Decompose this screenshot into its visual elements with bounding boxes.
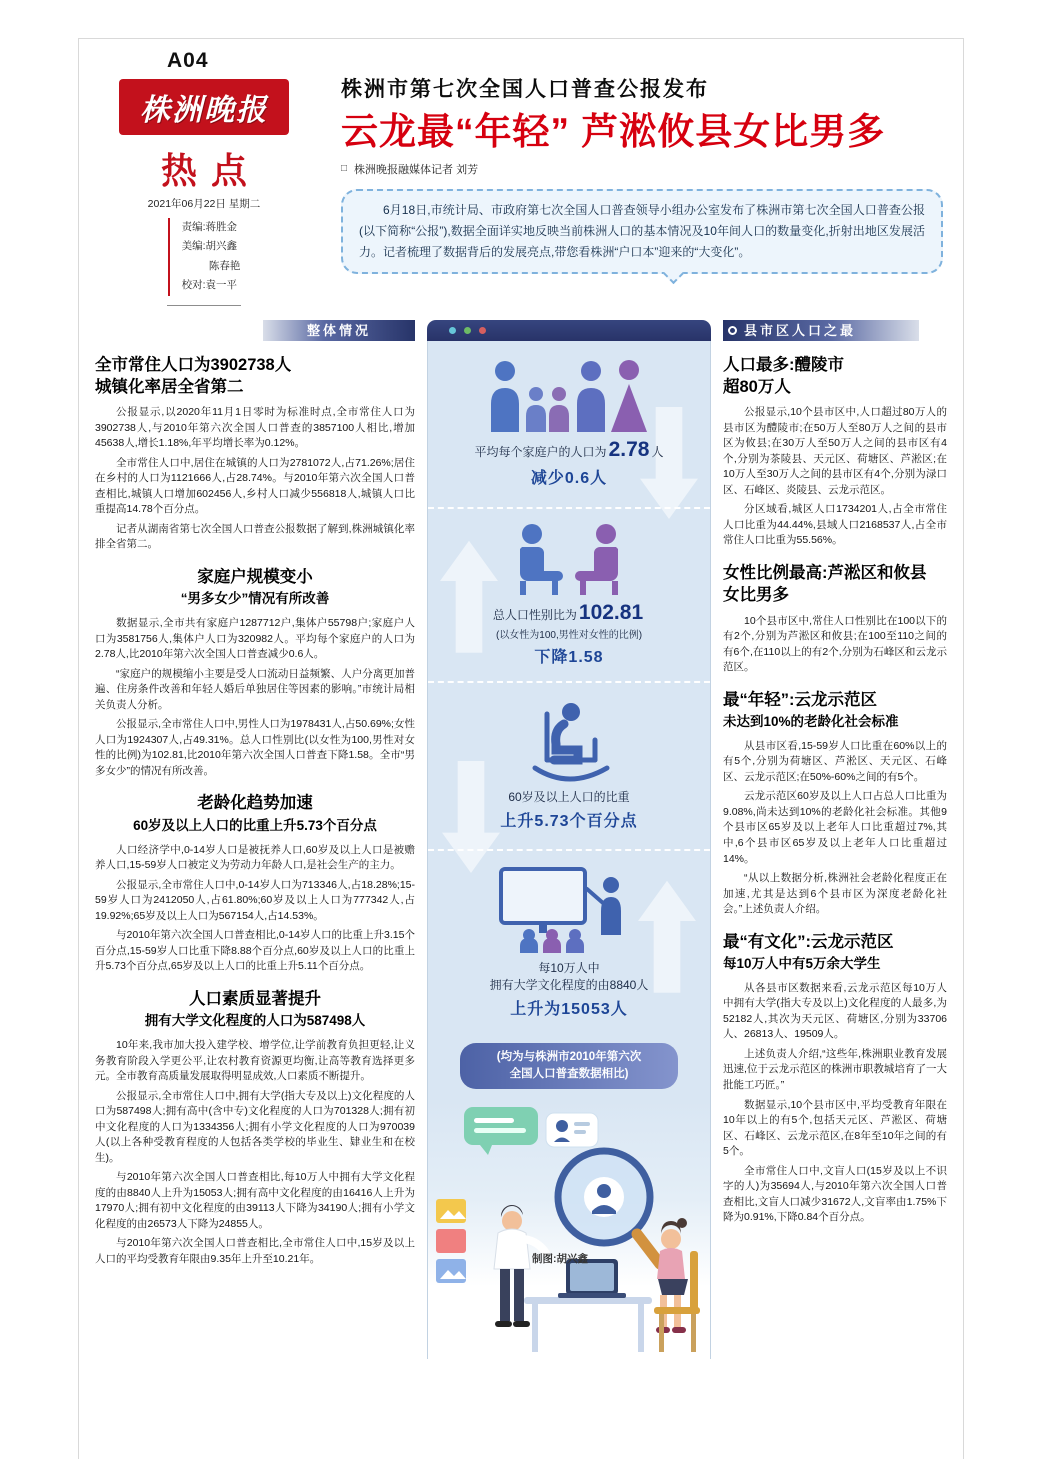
headline-block [313, 49, 947, 306]
page-frame [78, 38, 964, 1459]
section-subtitle: 拥有大学文化程度的人口为587498人 [144, 1013, 366, 1029]
section-heading [95, 354, 415, 399]
section-heading [723, 689, 947, 732]
education-blackboard-icon [489, 863, 649, 953]
stat-household-size [428, 341, 710, 509]
section-heading [723, 562, 947, 607]
section-subtitle: 女比男多 [723, 586, 789, 605]
headline-main: 云龙最“年轻” 芦淞攸县女比男多 [341, 111, 886, 152]
paragraph: 全市常住人口中,居住在城镇的人口为2781072人,占71.26%;居住在乡村的人口为1121666人,占28.74%。与2010年第六次全国人口普查相比,城镇人口增加602456人,乡村人口减少556818人,城镇人口比重提高14.78个百分点。 [95, 456, 415, 516]
section-subtitle: 未达到10%的老龄化社会标准 [723, 713, 899, 729]
paragraph: 公报显示,以2020年11月1日零时为标准时点,全市常住人口为3902738人,与2010年第六次全国人口普查的3857100人相比,增加45638人,增长1.18%,年平均增长率为0.12%。 [95, 406, 415, 450]
left-column [95, 320, 415, 1360]
banner-text: 县市区人口之最 [744, 322, 857, 338]
stat-text: 平均每个家庭户的人口为 [474, 444, 607, 459]
footnote-banner [460, 1043, 678, 1090]
section-most-population [723, 354, 947, 549]
credit-line-editor: 责编:蒋胜金 [181, 221, 238, 233]
section-subtitle: “男多女少”情况有所改善 [180, 591, 330, 607]
paragraph: 上述负责人介绍,“这些年,株洲职业教育发展迅速,位于云龙示范区的株洲市职教城培育了一大批能工巧匠。” [723, 1047, 947, 1091]
masthead-block [95, 49, 313, 306]
byline [341, 161, 943, 177]
banner-overall-situation: 整体情况 [263, 320, 415, 341]
credit-line-proofreader: 校对:袁一平 [181, 279, 238, 292]
window-dot-icon [449, 327, 456, 334]
paragraph: 公报显示,10个县市区中,人口超过80万人的县市区为醴陵市;在50万人至80万人之间的县市区为攸县;在30万人至50万人之间的县市区有4个,分别为茶陵县、天元区、荷塘区、芦淞区;在10万人至30万人之间的县市区有4个,分别为渌口区、石峰区、炎陵县、云龙示范区。 [723, 406, 947, 496]
window-dot-icon [464, 327, 471, 334]
stat-delta: 下降1.58 [534, 648, 604, 666]
paragraph: 人口经济学中,0-14岁人口是被抚养人口,60岁及以上人口是被赡养人口,15-59岁人口被定义为劳动力年龄人口,是社会生产的主力。 [95, 843, 415, 872]
stat-caption: 拥有大学文化程度的由8840人 [489, 977, 649, 992]
section-title: 女性比例最高:芦淞区和攸县 [723, 564, 927, 582]
credits-block [168, 218, 241, 296]
paragraph: 数据显示,10个县市区中,平均受教育年限在10年以上的有5个,包括天元区、芦淞区、荷塘区、石峰区、云龙示范区,在8年至10年之间的有5个。 [723, 1098, 947, 1158]
stat-number: 2.78 [608, 437, 650, 461]
section-title: 老龄化趋势加速 [197, 794, 313, 813]
stat-delta: 上升5.73个百分点 [500, 813, 638, 831]
stat-delta: 上升为15053人 [510, 1000, 628, 1018]
section-label: 热点 [160, 150, 261, 191]
paragraph: 全市常住人口中,文盲人口(15岁及以上不识字的人)为35694人,与2010年第六次全国人口普查相比,文盲人口减少31672人,文盲率由1.75%下降为0.91%,下降0.84个百分点。 [723, 1164, 947, 1224]
paragraph: 与2010年第六次全国人口普查相比,每10万人中拥有大学文化程度的由8840人上升为15053人;拥有高中文化程度的由16416人上升为17970人;拥有初中文化程度的由39113人下降为34190人;拥有小学文化程度的由26573人下降为24855人。 [95, 1171, 415, 1230]
analysts-scene-icon [428, 1101, 710, 1359]
paragraph: 10年来,我市加大投入建学校、增学位,让学前教育负担更轻,让义务教育阶段入学更公平,让农村教育资源更均衡,让高等教育选择更多元。全市教育高质量发展取得明显成效,人口素质不断提升。 [95, 1039, 415, 1083]
stat-delta: 减少0.6人 [530, 469, 608, 487]
section-overall [95, 354, 415, 553]
footnote-line: (均为与株洲市2010年第六次 [496, 1050, 642, 1063]
credit-line-designer2: 陈春艳 [208, 259, 241, 272]
elderly-rocking-chair-icon [509, 698, 629, 782]
reporter-mark-icon: □ [341, 163, 348, 175]
stat-unit: 人 [651, 444, 664, 459]
stat-text: 总人口性别比为 [492, 607, 577, 622]
date-label: 2021年06月22日 星期二 [147, 198, 261, 210]
credit-line-designer: 美编:胡兴鑫 [181, 240, 238, 253]
stat-elderly-share [428, 683, 710, 851]
stat-university-education [428, 851, 710, 1033]
paragraph: “从以上数据分析,株洲社会老龄化程度正在加速,尤其是达到6个县市区为深度老龄化社会。”上述负责人介绍。 [723, 872, 947, 916]
section-most-educated-district [723, 931, 947, 1226]
paragraph: 从各县市区数据来看,云龙示范区每10万人中拥有大学(指大专及以上)文化程度的人最多,为52182人,其次为天元区、荷塘区,分别为33706人、26813人、19509人。 [723, 981, 947, 1041]
paragraph: 记者从湖南省第七次全国人口普查公报数据了解到,株洲城镇化率排全省第二。 [95, 522, 415, 551]
headline-kicker: 株洲市第七次全国人口普查公报发布 [341, 78, 709, 101]
section-subtitle: 每10万人中有5万余大学生 [723, 955, 881, 971]
section-heading [95, 792, 415, 835]
byline-text: 株洲晚报融媒体记者 刘芳 [354, 163, 479, 176]
stat-caption: 60岁及以上人口的比重 [508, 790, 630, 805]
divider [167, 305, 241, 306]
page-number: A04 [167, 49, 209, 72]
section-title: 人口最多:醴陵市 [723, 355, 844, 374]
section-subtitle: 60岁及以上人口的比重上升5.73个百分点 [133, 817, 377, 833]
stat-number: 102.81 [578, 600, 644, 624]
paragraph: 从县市区看,15-59岁人口比重在60%以上的有5个,分别为荷塘区、芦淞区、天元区、石峰区、云龙示范区;在50%-60%之间的有5个。 [723, 739, 947, 783]
masthead-logo [119, 79, 289, 135]
section-heading [95, 988, 415, 1031]
infographic-body [427, 341, 711, 1360]
ring-icon [728, 326, 737, 335]
section-aging [95, 792, 415, 974]
paragraph: 与2010年第六次全国人口普查相比,0-14岁人口的比重上升3.15个百分点,15-59岁人口比重下降8.88个百分点,60岁及以上人口的比重上升5.73个百分点,65岁及以上人口的比重上升5.11个百分点。 [95, 929, 415, 973]
page-header [95, 49, 947, 306]
section-heading [95, 566, 415, 609]
right-column [723, 320, 947, 1360]
stat-sex-ratio [428, 509, 710, 683]
paragraph: 分区域看,城区人口1734201人,占全市常住人口比重为44.44%,县域人口2168537人,占全市常住人口比重为55.56%。 [723, 503, 947, 547]
bubble-tail-icon [663, 262, 684, 283]
window-titlebar [427, 320, 711, 341]
stat-caption [493, 601, 645, 625]
footnote-line: 全国人口普查数据相比) [509, 1067, 629, 1080]
section-title: 家庭户规模变小 [197, 568, 313, 586]
section-heading [723, 354, 947, 399]
intro-bubble [341, 189, 943, 274]
paragraph: 与2010年第六次全国人口普查相比,全市常住人口中,15岁及以上人口的平均受教育年限由9.35年上升至10.21年。 [95, 1237, 415, 1265]
section-title: 最“有文化”:云龙示范区 [723, 932, 894, 951]
section-subtitle: 超80万人 [723, 377, 791, 396]
banner-district-records [723, 320, 919, 341]
intro-text: 6月18日,市统计局、市政府第七次全国人口普查领导小组办公室发布了株洲市第七次全国人口普查公报(以下简称“公报”),数据全面详实地反映当前株洲人口的基本情况及10年间人口的数量变化,折射出地区发展活力。记者梳理了数据背后的发展亮点,带您看株洲“户口本”迎来的“大变化”。 [359, 202, 925, 259]
paragraph: “家庭户的规模缩小主要是受人口流动日益频繁、人户分离更加普遍、住房条件改善和年轻人婚后单独居住等因素的影响。”市统计局相关负责人分析。 [95, 667, 415, 711]
stat-caption [475, 438, 664, 462]
section-title: 人口素质显著提升 [189, 989, 321, 1008]
section-highest-female-ratio [723, 562, 947, 676]
illustration-credit: 制图:胡兴鑫 [532, 1253, 588, 1266]
paragraph: 公报显示,全市常住人口中,男性人口为1978431人,占50.69%;女性人口为1924307人,占49.31%。总人口性别比(以女性为100,男性对女性的比例)为102.81,比2010年第六次全国人口普查下降1.58。全市“男多女少”的情况有所改善。 [95, 718, 415, 777]
paragraph: 公报显示,全市常住人口中,0-14岁人口为713346人,占18.28%;15-59岁人口为2412050人,占61.80%;60岁及以上人口为777342人,占19.92%;65岁及以上人口为567154人,占14.53%。 [95, 878, 415, 922]
paragraph: 数据显示,全市共有家庭户1287712户,集体户55798户;家庭户人口为3581756人,集体户人口为320982人。平均每个家庭户的人口为2.78人,比2010年第六次全国人口普查减少0.6人。 [95, 617, 415, 661]
section-household [95, 566, 415, 779]
section-education-level [95, 988, 415, 1268]
window-dot-icon [479, 327, 486, 334]
section-title: 全市常住人口为3902738人 [95, 355, 292, 374]
gender-ratio-icon [494, 521, 644, 595]
analysts-illustration [428, 1101, 710, 1359]
stat-note: (以女性为100,男性对女性的比例) [495, 629, 643, 641]
masthead-text: 株洲晚报 [140, 94, 268, 127]
paragraph: 10个县市区中,常住人口性别比在100以下的有2个,分别为芦淞区和攸县;在100至110之间的有6个,在110以上的有2个,分别为石峰区和云龙示范区。 [723, 614, 947, 674]
family-icon [479, 358, 659, 432]
content-columns [95, 320, 947, 1360]
infographic-column [427, 320, 711, 1360]
section-title: 最“年轻”:云龙示范区 [723, 690, 877, 709]
paragraph: 公报显示,全市常住人口中,拥有大学(指大专及以上)文化程度的人口为587498人;拥有高中(含中专)文化程度的人口为701328人;拥有初中文化程度的人口为1334356人;拥有小学文化程度的人口为970039人(以上各种受教育程度的人包括各类学校的毕业生、肄业生和在校生)。 [95, 1089, 415, 1164]
stat-caption: 每10万人中 [538, 960, 600, 975]
section-subtitle: 城镇化率居全省第二 [95, 377, 244, 396]
section-youngest-district [723, 689, 947, 918]
section-heading [723, 931, 947, 974]
paragraph: 云龙示范区60岁及以上人口占总人口比重为9.08%,尚未达到10%的老龄化社会标准。其他9个县市区65岁及以上老年人口比重超过7%,其中,6个县市区65岁及以上老年人口比重超过14%。 [723, 790, 947, 865]
